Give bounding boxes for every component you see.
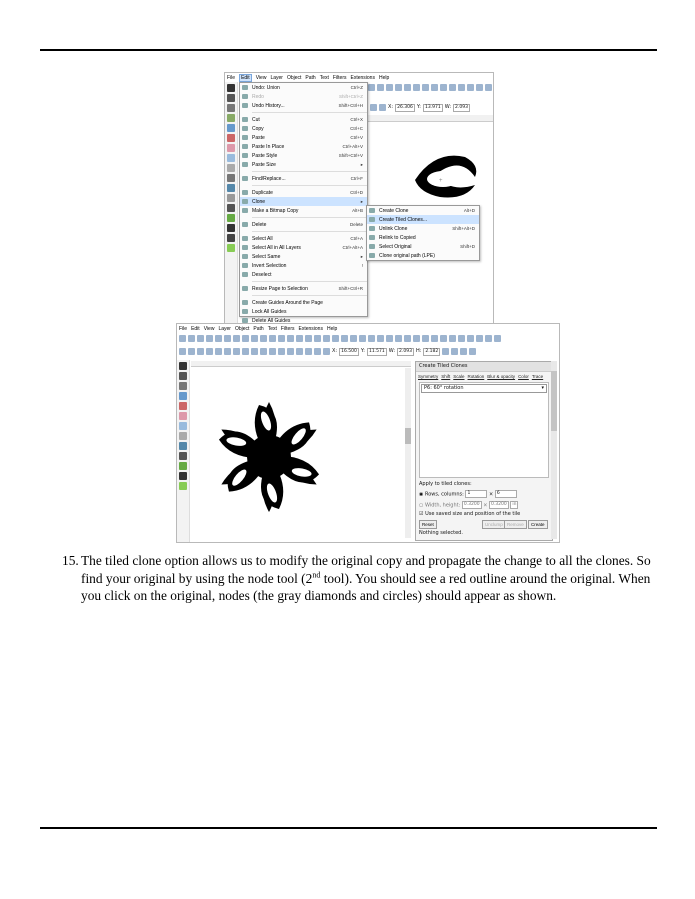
edit-menu-item-invert-selection[interactable] xyxy=(240,261,367,270)
menu-path[interactable]: Path xyxy=(253,325,264,332)
use-saved-checkbox[interactable]: ☑ xyxy=(419,511,424,517)
menu-item-label: Select All xyxy=(252,235,273,242)
menu-item-shortcut: Ctrl+Z xyxy=(350,85,363,90)
menu-item-shortcut: Ctrl+Alt+A xyxy=(342,245,363,250)
menu-path[interactable]: Path xyxy=(305,74,316,81)
edit-menu-separator xyxy=(252,231,367,232)
menu-file[interactable]: File xyxy=(227,74,236,81)
edit-menu-separator xyxy=(252,112,367,113)
clone-submenu-item-relink-to-copied[interactable] xyxy=(367,233,479,242)
menu-item-icon xyxy=(242,236,248,241)
menu-item-icon xyxy=(242,176,248,181)
menu-item-shortcut: ▸ xyxy=(360,198,363,204)
edit-menu-item-undo-union[interactable] xyxy=(240,83,367,92)
svg-text:+: + xyxy=(439,178,443,184)
menu-item-icon xyxy=(369,244,375,249)
menu-item-shortcut: Ctrl+A xyxy=(350,236,363,241)
toolbox xyxy=(225,82,238,323)
menubar-2 xyxy=(177,324,559,333)
rows-columns-row: ◉ Rows, columns: 1 × 6 xyxy=(419,490,549,499)
menu-item-icon xyxy=(242,126,248,131)
menu-item-shortcut: Alt+D xyxy=(463,208,475,213)
menu-item-label: Resize Page to Selection xyxy=(252,285,308,292)
menu-item-icon xyxy=(242,190,248,195)
toolbox-2 xyxy=(177,360,190,542)
tab-rotation[interactable]: Rotation xyxy=(467,374,485,379)
edit-menu-item-paste-style[interactable] xyxy=(240,151,367,160)
edit-menu-item-create-guides-around-the-page[interactable] xyxy=(240,298,367,307)
edit-menu-item-make-a-bitmap-copy[interactable] xyxy=(240,206,367,215)
menu-help[interactable]: Help xyxy=(378,74,390,81)
menu-item-label: Cut xyxy=(252,116,260,123)
screenshot-edit-menu xyxy=(224,72,494,324)
instruction-paragraph xyxy=(62,552,662,605)
menu-item-shortcut: Shift+Ctrl+Z xyxy=(338,94,363,99)
dialog-tabs xyxy=(416,372,552,379)
step-text: The tiled clone option allows us to modify the original copy and propagate the change to all the clones. So find your original by using the node tool (2nd tool). You should see a red outline around the original. When you click on the original, nodes (the gray diamonds and circles) should appear as shown. xyxy=(81,553,651,603)
menu-edit[interactable]: Edit xyxy=(191,325,200,332)
clone-submenu-item-select-original[interactable] xyxy=(367,242,479,251)
clone-submenu-item-create-tiled-clones[interactable] xyxy=(367,215,479,224)
menu-text[interactable]: Text xyxy=(267,325,277,332)
menu-object[interactable]: Object xyxy=(286,74,302,81)
height-field[interactable]: 0.3200 xyxy=(491,501,507,507)
menu-item-icon xyxy=(242,286,248,291)
dialog-title: Create Tiled Clones xyxy=(416,362,552,372)
edit-menu-separator xyxy=(252,185,367,186)
w-field-2[interactable]: 2.093 xyxy=(399,348,412,354)
menu-item-label: Paste Style xyxy=(252,152,278,159)
menu-item-label: Delete All Guides xyxy=(252,317,291,324)
menu-item-label: Select All in All Layers xyxy=(252,244,301,251)
rows-field[interactable]: 1 xyxy=(465,490,487,498)
edit-menu-item-delete[interactable] xyxy=(240,220,367,229)
menu-item-icon xyxy=(369,226,375,231)
menu-item-icon xyxy=(242,162,248,167)
menu-item-label: Undo History... xyxy=(252,102,285,109)
menu-item-label: Select Original xyxy=(379,243,412,250)
menu-item-shortcut: Shift+Ctrl+V xyxy=(338,153,363,158)
menu-item-label: Clone original path (LPE) xyxy=(379,252,435,259)
tiled-clone-flower xyxy=(209,396,329,518)
apply-label: Apply to tiled clones: xyxy=(419,481,472,487)
menu-item-label: Select Same xyxy=(252,253,281,260)
menu-item-icon xyxy=(369,208,375,213)
edit-menu-item-copy[interactable] xyxy=(240,124,367,133)
menu-item-label: Duplicate xyxy=(252,189,273,196)
menu-filters[interactable]: Filters xyxy=(280,325,295,332)
menu-object[interactable]: Object xyxy=(234,325,250,332)
menu-item-shortcut: Ctrl+Alt+V xyxy=(342,144,363,149)
tab-scale[interactable]: Scale xyxy=(453,374,465,379)
width-height-row: ○ Width, height: 0.3200 × 0.3200 in xyxy=(419,501,517,508)
screenshot-tiled-clones xyxy=(176,323,560,543)
width-field[interactable]: 0.3200 xyxy=(463,501,480,507)
edit-menu-item-deselect[interactable] xyxy=(240,270,367,279)
menu-item-label: Paste In Place xyxy=(252,143,285,150)
unit-select[interactable]: in xyxy=(512,501,517,507)
menu-item-label: Delete xyxy=(252,221,267,228)
menu-item-label: Lock All Guides xyxy=(252,308,287,315)
tiled-clones-dialog xyxy=(415,361,553,541)
menu-item-icon xyxy=(242,309,248,314)
menu-item-icon xyxy=(242,103,248,108)
menu-item-shortcut: Ctrl+D xyxy=(350,190,363,195)
cols-field[interactable]: 6 xyxy=(495,490,517,498)
menu-item-label: Create Guides Around the Page xyxy=(252,299,323,306)
edit-menu-item-lock-all-guides[interactable] xyxy=(240,307,367,316)
menu-item-icon xyxy=(242,135,248,140)
edit-menu-item-clone[interactable] xyxy=(240,197,367,206)
menu-layer[interactable]: Layer xyxy=(218,325,231,332)
menu-item-label: Paste Size xyxy=(252,161,276,168)
menu-item-shortcut: Ctrl+X xyxy=(350,117,363,122)
menu-item-label: Find/Replace... xyxy=(252,175,286,182)
unclump-button[interactable]: Unclump xyxy=(482,520,506,529)
vertical-scrollbar[interactable] xyxy=(405,368,411,538)
menu-file[interactable]: File xyxy=(179,325,188,332)
menu-item-shortcut: Ctrl+F xyxy=(350,176,363,181)
use-saved-row: ☑ Use saved size and position of the tile xyxy=(419,511,521,517)
edit-menu-item-resize-page-to-selection[interactable] xyxy=(240,284,367,293)
menu-text[interactable]: Text xyxy=(319,74,329,81)
horizontal-ruler-2 xyxy=(191,361,411,367)
menu-view[interactable]: View xyxy=(203,325,215,332)
menu-item-shortcut: Ctrl+V xyxy=(350,135,363,140)
menu-item-label: Paste xyxy=(252,134,265,141)
menu-item-icon xyxy=(242,85,248,90)
menu-item-icon xyxy=(242,272,248,277)
menu-layer[interactable]: Layer xyxy=(270,74,283,81)
menu-item-shortcut: ▸ xyxy=(360,253,363,259)
menu-item-shortcut: ▸ xyxy=(360,161,363,167)
menu-item-label: Redo xyxy=(252,93,264,100)
edit-menu-separator xyxy=(252,281,367,282)
menubar xyxy=(225,73,493,82)
toolbar xyxy=(368,83,492,92)
edit-menu-item-paste[interactable] xyxy=(240,133,367,142)
menu-item-icon xyxy=(242,94,248,99)
coords-bar: X: 26.306 Y: 13.971 W: 2.093 xyxy=(370,103,470,112)
tab-trace[interactable]: Trace xyxy=(531,374,544,379)
tab-shift[interactable]: Shift xyxy=(441,374,451,379)
menu-item-icon xyxy=(242,208,248,213)
menu-item-icon xyxy=(242,222,248,227)
menu-item-shortcut: Shift+Alt+D xyxy=(452,226,475,231)
menu-item-label: Make a Bitmap Copy xyxy=(252,207,299,214)
menu-item-label: Deselect xyxy=(252,271,272,278)
create-button[interactable]: Create xyxy=(528,520,548,529)
commands-bar: X: 16.500 Y: 11.571 W: 2.093 H: 2.182 xyxy=(179,347,476,356)
menu-help[interactable]: Help xyxy=(326,325,338,332)
menu-item-shortcut: Shift+Ctrl+H xyxy=(338,103,363,108)
menu-item-icon xyxy=(369,253,375,258)
menu-item-icon xyxy=(242,144,248,149)
h-field-2[interactable]: 2.182 xyxy=(425,348,439,354)
menu-item-shortcut: Delete xyxy=(349,222,363,227)
edit-menu-item-select-all[interactable] xyxy=(240,234,367,243)
symmetry-select[interactable]: P6: 60° rotation ▾ xyxy=(421,384,547,393)
edit-menu-item-paste-in-place[interactable] xyxy=(240,142,367,151)
menu-view[interactable]: View xyxy=(255,74,267,81)
menu-item-shortcut: Shift+D xyxy=(460,244,475,249)
menu-item-shortcut: Alt+B xyxy=(352,208,363,213)
reset-button[interactable]: Reset xyxy=(419,520,437,529)
dialog-scrollbar[interactable] xyxy=(551,361,557,539)
menu-item-icon xyxy=(242,300,248,305)
menu-item-label: Unlink Clone xyxy=(379,225,408,232)
menu-item-label: Relink to Copied xyxy=(379,234,416,241)
edit-menu-item-paste-size[interactable] xyxy=(240,160,367,169)
menu-item-icon xyxy=(242,117,248,122)
w-field[interactable]: 2.093 xyxy=(455,104,468,110)
x-field[interactable]: 26.306 xyxy=(397,104,413,110)
y-field-2[interactable]: 11.571 xyxy=(368,348,385,354)
x-field-2[interactable]: 16.500 xyxy=(341,348,357,354)
menu-item-shortcut: Shift+Ctrl+R xyxy=(338,286,363,291)
menu-item-label: Undo: Union xyxy=(252,84,280,91)
edit-menu-item-undo-history[interactable] xyxy=(240,101,367,110)
edit-menu-item-cut[interactable] xyxy=(240,115,367,124)
tab-blur-opacity[interactable]: Blur & opacity xyxy=(487,374,516,379)
step-number: 15. xyxy=(62,553,79,568)
menu-item-icon xyxy=(369,217,375,222)
tab-symmetry[interactable]: Symmetry xyxy=(418,374,439,379)
menu-item-label: Create Tiled Clones... xyxy=(379,216,428,223)
edit-menu-separator xyxy=(252,217,367,218)
edit-menu-item-find-replace[interactable] xyxy=(240,174,367,183)
menu-filters[interactable]: Filters xyxy=(332,74,347,81)
clone-submenu-item-unlink-clone[interactable] xyxy=(367,224,479,233)
menu-item-shortcut: ! xyxy=(361,263,363,268)
menu-item-icon xyxy=(242,263,248,268)
clone-submenu xyxy=(366,205,480,261)
menu-item-label: Clone xyxy=(252,198,266,205)
status-text: Nothing selected. xyxy=(419,530,463,536)
menu-item-label: Copy xyxy=(252,125,264,132)
rows-radio[interactable]: ◉ xyxy=(419,491,424,498)
menu-item-icon xyxy=(242,199,248,204)
edit-menu-separator xyxy=(252,295,367,296)
clone-submenu-item-clone-original-path-lpe[interactable] xyxy=(367,251,479,260)
edit-menu-item-select-same[interactable] xyxy=(240,252,367,261)
width-radio[interactable]: ○ xyxy=(419,502,424,508)
edit-menu xyxy=(239,82,368,324)
edit-menu-separator xyxy=(252,171,367,172)
main-toolbar xyxy=(179,334,501,343)
menu-item-label: Invert Selection xyxy=(252,262,287,269)
edit-menu-item-redo[interactable] xyxy=(240,92,367,101)
menu-item-shortcut: Ctrl+C xyxy=(350,126,363,131)
menu-item-icon xyxy=(242,245,248,250)
menu-extensions[interactable]: Extensions xyxy=(298,325,323,332)
menu-edit[interactable]: Edit xyxy=(241,74,250,81)
original-petal xyxy=(405,135,485,205)
top-rule xyxy=(40,49,657,51)
horizontal-ruler xyxy=(368,115,493,122)
bottom-rule xyxy=(40,827,657,829)
menu-extensions[interactable]: Extensions xyxy=(350,74,375,81)
menu-item-icon xyxy=(369,235,375,240)
tab-color[interactable]: Color xyxy=(518,374,529,379)
menu-item-icon xyxy=(242,153,248,158)
edit-menu-item-select-all-in-all-layers[interactable] xyxy=(240,243,367,252)
remove-button[interactable]: Remove xyxy=(504,520,527,529)
y-field[interactable]: 13.971 xyxy=(424,104,441,110)
clone-submenu-item-create-clone[interactable] xyxy=(367,206,479,215)
menu-item-icon xyxy=(242,254,248,259)
menu-item-label: Create Clone xyxy=(379,207,409,214)
edit-menu-item-duplicate[interactable] xyxy=(240,188,367,197)
